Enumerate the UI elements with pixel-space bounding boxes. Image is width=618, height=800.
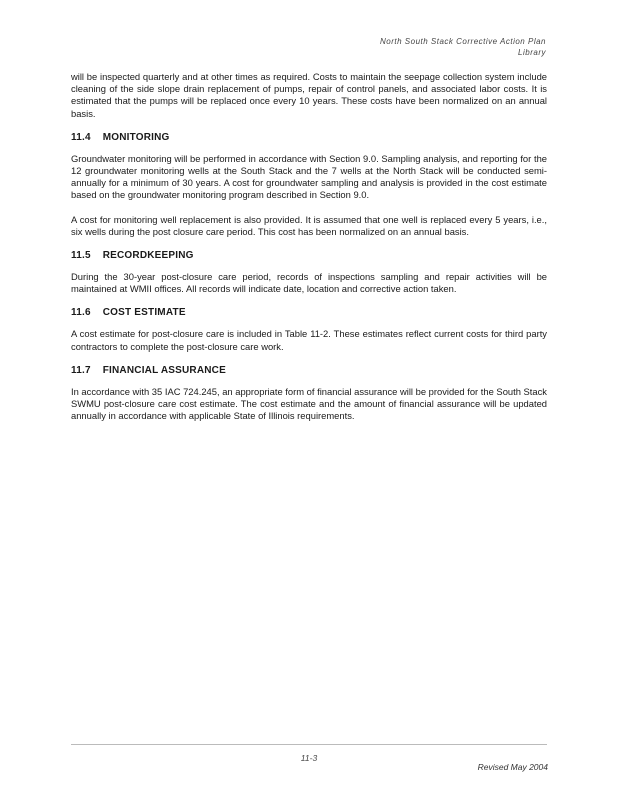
section-heading-11-6 bbox=[71, 307, 547, 318]
document-body bbox=[71, 71, 547, 434]
running-header-subtitle: Library bbox=[518, 48, 546, 57]
section-title: COST ESTIMATE bbox=[102, 307, 186, 319]
section-heading-11-5 bbox=[71, 250, 547, 261]
financial-assurance-paragraph: In accordance with 35 IAC 724.245, an appropriate form of financial assurance will be provided for the South Stack SWMU post-closure care cost estimate. The cost estimate and the amount of financial assurance will be updated annually in accordance with applicable State of Illinois requirements. bbox=[71, 385, 547, 422]
running-header bbox=[380, 36, 546, 58]
page-number: 11-3 bbox=[300, 753, 318, 763]
section-heading-11-4 bbox=[71, 132, 547, 143]
section-number: 11.5 bbox=[71, 250, 91, 262]
section-number: 11.4 bbox=[71, 131, 91, 143]
cost-estimate-paragraph: A cost estimate for post-closure care is included in Table 11-2. These estimates reflect current costs for third party contractors to complete the post-closure care work. bbox=[71, 328, 547, 352]
monitoring-paragraph-2: A cost for monitoring well replacement is also provided. It is assumed that one well is replaced every 5 years, i.e., six wells during the post closure care period. This cost has been normalized on an annual basis. bbox=[71, 213, 547, 237]
footer-divider bbox=[71, 744, 547, 745]
section-title: RECORDKEEPING bbox=[102, 250, 194, 262]
revision-date: Revised May 2004 bbox=[477, 762, 548, 772]
section-heading-11-7 bbox=[71, 365, 547, 376]
section-title: FINANCIAL ASSURANCE bbox=[102, 364, 226, 376]
running-header-title: North South Stack Corrective Action Plan bbox=[380, 37, 546, 46]
recordkeeping-paragraph: During the 30-year post-closure care period, records of inspections sampling and repair activities will be maintained at WMII offices. All records will indicate date, location and corrective action taken. bbox=[71, 271, 547, 295]
section-number: 11.7 bbox=[71, 364, 91, 376]
section-title: MONITORING bbox=[102, 131, 170, 143]
monitoring-paragraph-1: Groundwater monitoring will be performed in accordance with Section 9.0. Sampling analysis, and reporting for the 12 groundwater monitoring wells at the South Stack and the 7 wells at the North Stack will be conducted semi-annually for a minimum of 30 years. A cost for groundwater sampling and analysis is provided in the cost estimate based on the groundwater monitoring program described in Section 9.0. bbox=[71, 152, 547, 201]
intro-paragraph: will be inspected quarterly and at other times as required. Costs to maintain the seepage collection system include cleaning of the side slope drain replacement of pumps, repair of control panels, and associated labor costs. It is estimated that the pumps will be replaced once every 10 years. These costs have been normalized on an annual basis. bbox=[71, 71, 547, 119]
section-number: 11.6 bbox=[71, 307, 91, 319]
